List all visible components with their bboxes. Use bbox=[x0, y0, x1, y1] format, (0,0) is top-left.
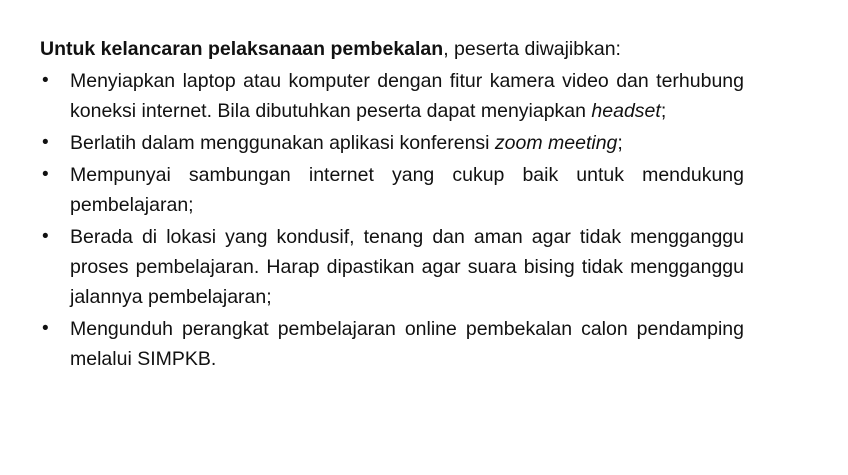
list-item-text: Berada di lokasi yang kondusif, tenang dan aman agar tidak mengganggu proses pembelajaran. Harap dipastikan agar suara bising tidak mengganggu jalannya pembelajaran; bbox=[70, 226, 744, 308]
list-item-italic-text: zoom meeting bbox=[494, 132, 618, 154]
list-item-text: Mempunyai sambungan internet yang cukup baik untuk mendukung pembelajaran; bbox=[70, 164, 744, 216]
bullet-icon: • bbox=[42, 132, 49, 153]
list-item-text: Berlatih dalam menggunakan aplikasi konferensi bbox=[70, 132, 495, 154]
list-item-text: Mengunduh perangkat pembelajaran online pembekalan calon pendamping melalui SIMPKB. bbox=[70, 318, 744, 370]
bullet-icon: • bbox=[42, 70, 49, 91]
intro-bold-text: Untuk kelancaran pelaksanaan pembekalan bbox=[40, 38, 444, 60]
list-item-text-end: ; bbox=[617, 132, 623, 154]
intro-paragraph bbox=[40, 34, 744, 64]
intro-text: , peserta diwajibkan: bbox=[443, 38, 621, 60]
list-item bbox=[40, 128, 744, 158]
list-item bbox=[40, 160, 744, 220]
list-item bbox=[40, 222, 744, 312]
list-item-text: Menyiapkan laptop atau komputer dengan fitur kamera video dan terhubung koneksi internet. Bila dibutuhkan peserta dapat menyiapkan bbox=[70, 70, 744, 122]
list-item-text-end: ; bbox=[660, 100, 667, 122]
bullet-icon: • bbox=[42, 226, 49, 247]
requirements-list bbox=[40, 66, 744, 374]
list-item-italic-text: headset bbox=[591, 100, 661, 122]
bullet-icon: • bbox=[42, 318, 49, 339]
bullet-icon: • bbox=[42, 164, 49, 185]
list-item bbox=[40, 66, 744, 126]
list-item bbox=[40, 314, 744, 374]
